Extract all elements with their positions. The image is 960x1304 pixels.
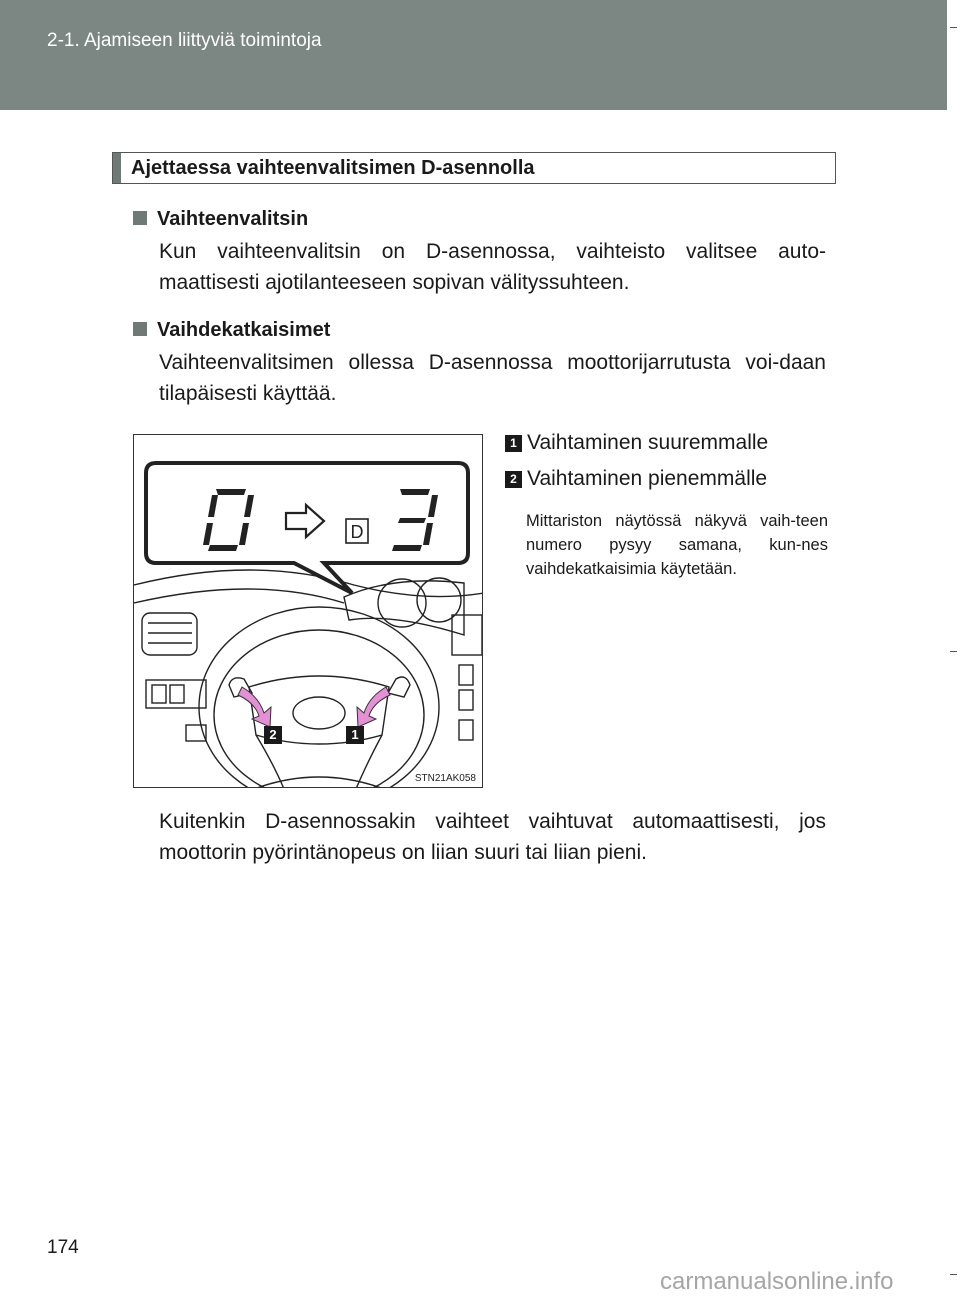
number-badge: 1 xyxy=(505,435,522,452)
steering-wheel-illustration xyxy=(133,434,483,788)
subheading-vaihdekatkaisimet xyxy=(133,319,330,342)
display-note: Mittariston näytössä näkyvä vaih-teen numero pysyy samana, kun-nes vaihdekatkaisimia käytetään. xyxy=(526,512,828,578)
gear-indicator-text: D xyxy=(350,522,364,542)
callout-badge-1: 1 xyxy=(346,726,364,744)
page-number: 174 xyxy=(47,1237,79,1258)
paragraph-vaihteenvalitsin: Kun vaihteenvalitsin on D-asennossa, vaihteisto valitsee auto-maattisesti ajotilanteeseen sopivan välityssuhteen. xyxy=(159,240,826,294)
square-bullet-icon xyxy=(133,211,147,225)
callout-badge-2: 2 xyxy=(264,726,282,744)
subheading-vaihteenvalitsin xyxy=(133,208,308,231)
figure-code: STN21AK058 xyxy=(414,773,476,784)
paragraph-vaihdekatkaisimet: Vaihteenvalitsimen ollessa D-asennossa moottorijarrutusta voi-daan tilapäisesti käyttää. xyxy=(159,351,826,405)
number-badge: 2 xyxy=(505,471,522,488)
crop-mark xyxy=(950,651,957,652)
section-heading xyxy=(112,152,836,184)
closing-paragraph: Kuitenkin D-asennossakin vaihteet vaihtuvat automaattisesti, jos moottorin pyörintänopeus on liian suuri tai liian pieni. xyxy=(159,810,826,864)
legend-item-shift-down xyxy=(505,467,767,491)
legend-label: Vaihtaminen pienemmälle xyxy=(527,467,768,490)
illustration-drawing xyxy=(134,435,483,788)
section-title: Ajettaessa vaihteenvalitsimen D-asennolla xyxy=(131,157,535,179)
section-breadcrumb: 2-1. Ajamiseen liittyviä toimintoja xyxy=(47,30,322,51)
header-band xyxy=(0,0,947,110)
legend-item-shift-up xyxy=(505,431,768,455)
heading-accent-bar xyxy=(113,153,121,183)
subheading-label: Vaihteenvalitsin xyxy=(157,208,309,230)
legend-label: Vaihtaminen suuremmalle xyxy=(527,431,769,454)
crop-mark xyxy=(950,27,957,28)
subheading-label: Vaihdekatkaisimet xyxy=(157,319,331,341)
square-bullet-icon xyxy=(133,322,147,336)
crop-mark xyxy=(950,1274,957,1275)
watermark: carmanualsonline.info xyxy=(660,1268,894,1295)
